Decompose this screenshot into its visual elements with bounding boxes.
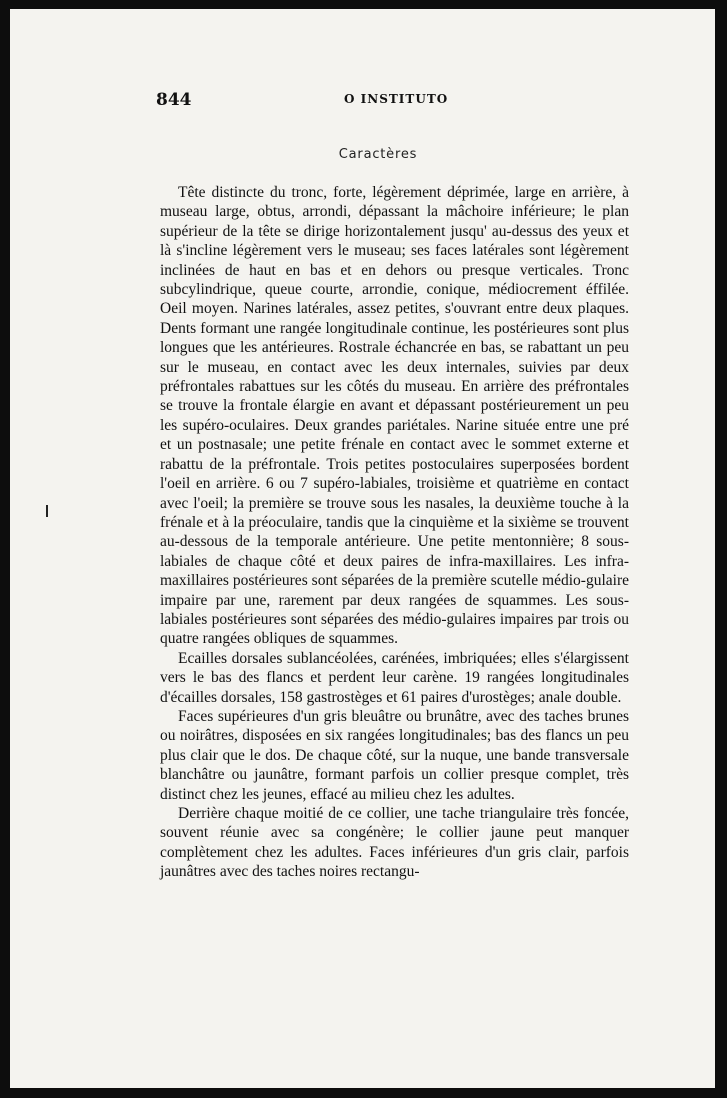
paragraph: Tête distincte du tronc, forte, légèrement déprimée, large en arrière, à museau large, obtus, arrondi, dépassant la mâchoire inférieure; le plan supérieur de la tête se dirige horizontalement jusqu' au-dessus des yeux et là s'incline légèrement vers le museau; ses faces latérales sont légèrement inclinées de haut en bas et en dehors ou presque verticales. Tronc subcylindrique, queue courte, arrondie, conique, médiocrement éffilée. Oeil moyen. Narines latérales, assez petites, s'ouvrant entre deux plaques. Dents formant une rangée longitudinale continue, les postérieures sont plus longues que les antérieures. Rostrale échancrée en bas, se rabattant un peu sur le museau, en contact avec les deux internales, suivies par deux préfrontales rabattues sur les côtés du museau. En arrière des préfrontales se trouve la frontale élargie en avant et dépassant postérieurement un peu les supéro-oculaires. Deux grandes pariétales. Narine située entre une pré et un postnasale; une petite frénale en contact avec le sommet externe et rabattu de la préfrontale. Trois petites postoculaires superposées bordent l'oeil en arrière. 6 ou 7 supéro-labiales, troisième et quatrième en contact avec l'oeil; la première se trouve sous les nasales, la deuxième touche à la frénale et à la préoculaire, tandis que la cinquième et la sixième se trouvent au-dessous de la temporale antérieure. Une petite mentonnière; 8 sous-labiales de chaque côté et deux paires de infra-maxillaires. Les infra-maxillaires postérieures sont séparées de la première scutelle médio-gulaire impaire par une, rarement par deux rangées de squammes. Les sous-labiales postérieures sont séparées des médio-gulaires impaires par trois ou quatre rangées obliques de squammes. xyxy=(160,184,629,648)
scan-border-left xyxy=(0,0,10,1098)
scan-border-right xyxy=(715,0,727,1098)
running-head xyxy=(156,90,592,110)
page-number: 844 xyxy=(156,90,192,110)
paragraph: Ecailles dorsales sublancéolées, carénées, imbriquées; elles s'élargissent vers le bas des flancs et perdent leur carène. 19 rangées longitudinales d'écailles dorsales, 158 gastrostèges et 61 paires d'urostèges; anale double. xyxy=(160,649,629,706)
margin-mark xyxy=(46,505,48,517)
paragraph: Derrière chaque moitié de ce collier, une tache triangulaire très foncée, souvent réunie avec sa congénère; le collier jaune peut manquer complètement chez les adultes. Faces inférieures d'un gris clair, parfois jaunâtres avec des taches noires rectangu- xyxy=(160,805,629,881)
paragraph: Faces supérieures d'un gris bleuâtre ou brunâtre, avec des taches brunes ou noirâtres, disposées en six rangées longitudinales; bas des flancs un peu plus clair que le dos. De chaque côté, sur la nuque, une bande transversale blanchâtre ou jaunâtre, formant parfois un collier presque complet, très distinct chez les jeunes, effacé au milieu chez les adultes. xyxy=(160,707,629,803)
body-text xyxy=(160,183,629,882)
section-title: Caractères xyxy=(338,147,418,162)
scan-border-bottom xyxy=(0,1088,727,1098)
scan-border-top xyxy=(0,0,727,9)
journal-title: O INSTITUTO xyxy=(344,92,449,106)
